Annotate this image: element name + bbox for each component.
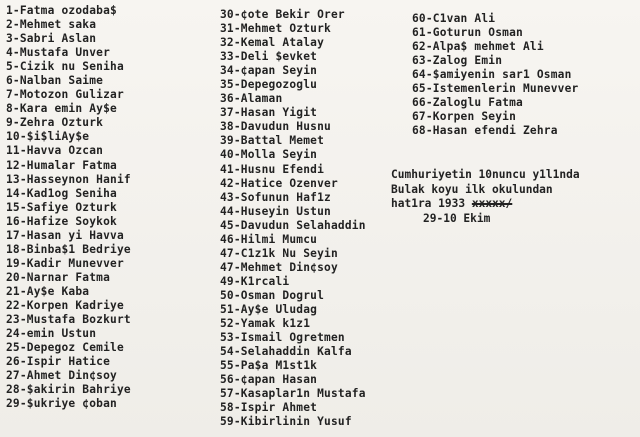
name-entry: 51-Ay$e Uludag	[220, 302, 318, 316]
name-entry: 17-Hasan yi Havva	[6, 228, 124, 242]
name-entry: 61-Goturun Osman	[412, 26, 523, 40]
name-entry: 45-Davudun Selahaddin	[220, 218, 366, 232]
name-entry: 49-K1rcali	[220, 274, 290, 288]
name-entry: 25-Depegoz Cemile	[6, 341, 124, 355]
name-entry: 1-Fatma ozodaba$	[6, 4, 117, 17]
name-entry: 6-Nalban Saime	[6, 74, 104, 88]
name-entry: 64-$amiyenin sar1 Osman	[412, 68, 572, 82]
name-entry: 22-Korpen Kadriye	[6, 298, 124, 312]
name-entry: 2-Mehmet saka	[6, 18, 97, 32]
name-entry: 40-Molla Seyin	[220, 148, 318, 162]
name-entry: 13-Hasseynon Hanif	[6, 172, 131, 186]
note-line-2: Bulak koyu ilk okulundan	[391, 182, 553, 196]
name-entry: 66-Zaloglu Fatma	[412, 96, 523, 110]
name-entry: 44-Huseyin Ustun	[220, 204, 331, 218]
name-entry: 20-Narnar Fatma	[6, 270, 111, 284]
dedication-note	[391, 168, 580, 226]
note-line-4: 29-10 Ekim	[423, 211, 491, 225]
name-entry: 19-Kadir Munevver	[6, 256, 124, 270]
name-entry: 9-Zehra Ozturk	[6, 116, 104, 130]
note-line-3-text: hat1ra 1933	[391, 197, 466, 210]
name-entry: 42-Hatice Ozenver	[220, 176, 338, 190]
name-entry: 54-Selahaddin Kalfa	[220, 345, 352, 359]
name-entry: 16-Hafize Soykok	[6, 214, 117, 228]
name-entry: 59-Kibirlinin Yusuf	[220, 415, 352, 429]
name-entry: 34-¢apan Seyin	[220, 64, 318, 78]
name-entry: 47-C1z1k Nu Seyin	[220, 246, 338, 260]
names-column-1	[6, 4, 131, 411]
name-entry: 55-Pa$a M1st1k	[220, 359, 318, 373]
name-entry: 12-Humalar Fatma	[6, 158, 117, 172]
name-entry: 24-emin Ustun	[6, 327, 97, 341]
name-entry: 29-$ukriye ¢oban	[6, 397, 117, 411]
name-entry: 41-Husnu Efendi	[220, 162, 325, 176]
note-line-3	[391, 197, 580, 212]
name-entry: 56-¢apan Hasan	[220, 373, 318, 387]
name-entry: 50-Osman Dogrul	[220, 288, 325, 302]
name-entry: 30-¢ote Bekir Orer	[220, 8, 345, 21]
name-entry: 63-Zalog Emin	[412, 54, 503, 68]
name-entry: 62-Alpa$ mehmet Ali	[412, 40, 544, 54]
name-entry: 7-Motozon Gulizar	[6, 88, 124, 102]
name-entry: 65-Istemenlerin Munevver	[412, 82, 579, 96]
struck-out-text: xxxxx/	[471, 197, 513, 210]
name-entry: 39-Battal Memet	[220, 134, 325, 148]
name-entry: 35-Depegozoglu	[220, 78, 318, 92]
name-entry: 27-Ahmet Din¢soy	[6, 369, 117, 383]
note-line-1: Cumhuriyetin 10nuncu y1l1nda	[391, 168, 580, 181]
name-entry: 38-Davudun Husnu	[220, 120, 331, 134]
name-entry: 46-Hilmi Mumcu	[220, 232, 318, 246]
name-entry: 23-Mustafa Bozkurt	[6, 313, 131, 327]
name-entry: 67-Korpen Seyin	[412, 110, 517, 124]
name-entry: 52-Yamak k1z1	[220, 317, 311, 331]
name-entry: 8-Kara emin Ay$e	[6, 102, 117, 116]
name-entry: 10-$i$liAy$e	[6, 130, 90, 144]
name-entry: 60-C1van Ali	[412, 12, 496, 25]
name-entry: 43-Sofunun Haf1z	[220, 190, 331, 204]
name-entry: 58-Ispir Ahmet	[220, 401, 318, 415]
name-entry: 3-Sabri Aslan	[6, 32, 97, 46]
name-entry: 68-Hasan efendi Zehra	[412, 124, 558, 138]
name-entry: 37-Hasan Yigit	[220, 106, 318, 120]
name-entry: 21-Ay$e Kaba	[6, 284, 90, 298]
name-entry: 33-Deli $evket	[220, 50, 318, 64]
name-entry: 26-Ispir Hatice	[6, 355, 111, 369]
name-entry: 47-Mehmet Din¢soy	[220, 260, 338, 274]
names-column-3	[412, 12, 578, 138]
name-entry: 15-Safiye Ozturk	[6, 200, 117, 214]
name-entry: 11-Havva Ozcan	[6, 144, 104, 158]
name-entry: 53-Ismail Ogretmen	[220, 331, 345, 345]
name-entry: 31-Mehmet Ozturk	[220, 22, 331, 36]
name-entry: 57-Kasaplar1n Mustafa	[220, 387, 366, 401]
name-entry: 14-Kad1og Seniha	[6, 186, 117, 200]
name-entry: 18-Binba$1 Bedriye	[6, 242, 131, 256]
name-entry: 5-Cizik nu Seniha	[6, 60, 124, 74]
name-entry: 36-Alaman	[220, 92, 283, 106]
name-entry: 4-Mustafa Unver	[6, 46, 111, 60]
name-entry: 28-$akirin Bahriye	[6, 383, 131, 397]
names-column-2	[220, 8, 366, 429]
name-entry: 32-Kemal Atalay	[220, 36, 325, 50]
